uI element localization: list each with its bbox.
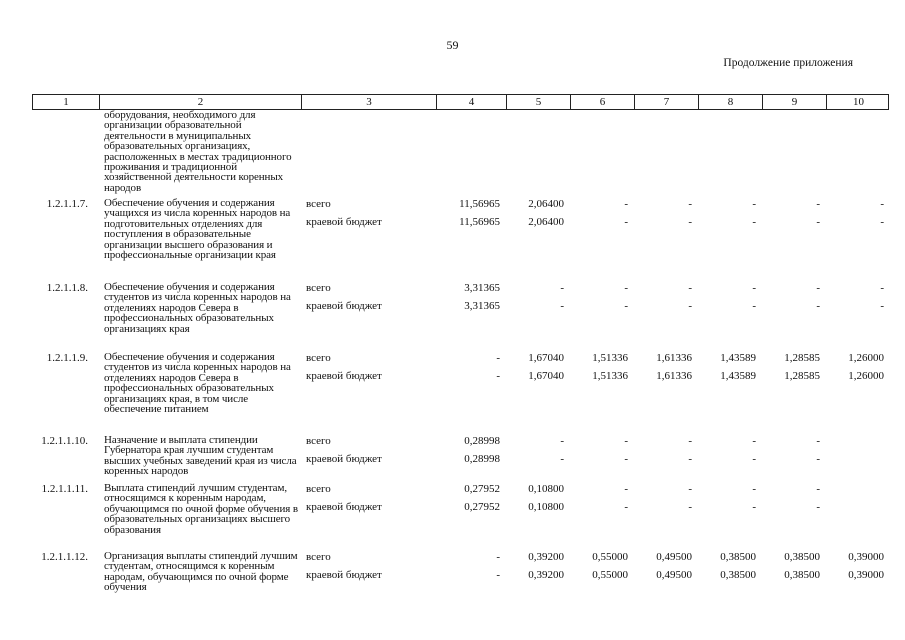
- source-total: всего: [306, 435, 331, 447]
- value-col-5: -: [560, 300, 564, 312]
- source-total: всего: [306, 352, 331, 364]
- value-col-6: 1,51336: [592, 352, 628, 364]
- value-col-7: -: [688, 501, 692, 513]
- value-col-6: 1,51336: [592, 370, 628, 382]
- value-col-7: -: [688, 453, 692, 465]
- value-col-5: 0,39200: [528, 551, 564, 563]
- table-row: [32, 551, 889, 599]
- value-col-9: -: [816, 501, 820, 513]
- value-col-5: 2,06400: [528, 216, 564, 228]
- value-col-9: 1,28585: [784, 370, 820, 382]
- row-description: Обеспечение обучения и содержания учащихся из числа коренных народов на подготовительных отделениях для поступления в образовательные организации высшего образования и профессиональные организации края: [104, 197, 291, 262]
- value-col-8: -: [752, 501, 756, 513]
- value-col-8: 1,43589: [720, 370, 756, 382]
- value-col-9: -: [816, 435, 820, 447]
- value-col-7: 0,49500: [656, 569, 692, 581]
- source-regional: краевой бюджет: [306, 370, 382, 382]
- table-row: [32, 483, 889, 551]
- value-col-9: -: [816, 453, 820, 465]
- value-col-6: -: [624, 300, 628, 312]
- value-col-10: -: [880, 198, 884, 210]
- value-col-5: 0,10800: [528, 483, 564, 495]
- value-col-4: 3,31365: [464, 282, 500, 294]
- source-total: всего: [306, 198, 331, 210]
- value-col-5: -: [560, 453, 564, 465]
- value-col-9: 0,38500: [784, 551, 820, 563]
- source-total: всего: [306, 282, 331, 294]
- value-col-4: -: [496, 352, 500, 364]
- value-col-6: -: [624, 453, 628, 465]
- value-col-6: -: [624, 282, 628, 294]
- value-col-6: -: [624, 435, 628, 447]
- value-col-4: 0,28998: [464, 453, 500, 465]
- row-code: 1.2.1.1.7.: [46, 198, 88, 210]
- value-col-6: -: [624, 198, 628, 210]
- value-col-8: -: [752, 282, 756, 294]
- row-code: 1.2.1.1.9.: [46, 352, 88, 364]
- carry-over-text: оборудования, необходимого для организации образовательной деятельности в муниципальных образовательных организациях, расположенных в местах традиционного проживания и традиционной хозяйственной деятельности коренных народов: [104, 109, 292, 194]
- value-col-5: 0,10800: [528, 501, 564, 513]
- source-regional: краевой бюджет: [306, 300, 382, 312]
- value-col-10: 0,39000: [848, 569, 884, 581]
- row-code: 1.2.1.1.10.: [41, 435, 88, 447]
- table-row: [32, 198, 889, 282]
- row-description: Организация выплаты стипендий лучшим студентам, относящимся к коренным народам, обучающимся по очной форме обучения: [104, 550, 298, 594]
- value-col-7: -: [688, 483, 692, 495]
- value-col-9: -: [816, 216, 820, 228]
- header-col-2: 2: [99, 95, 301, 109]
- row-description: Обеспечение обучения и содержания студентов из числа коренных народов на отделениях народов Севера в профессиональных образовательных организациях края: [104, 281, 291, 335]
- value-col-4: 0,28998: [464, 435, 500, 447]
- value-col-4: 11,56965: [459, 198, 500, 210]
- value-col-10: 1,26000: [848, 352, 884, 364]
- continuation-caption: Продолжение приложения: [723, 57, 853, 69]
- value-col-10: -: [880, 216, 884, 228]
- header-col-7: 7: [634, 95, 698, 109]
- value-col-8: 1,43589: [720, 352, 756, 364]
- value-col-7: 1,61336: [656, 352, 692, 364]
- source-total: всего: [306, 551, 331, 563]
- value-col-5: 2,06400: [528, 198, 564, 210]
- value-col-8: -: [752, 300, 756, 312]
- table-row: [32, 352, 889, 435]
- value-col-4: 0,27952: [464, 501, 500, 513]
- value-col-9: -: [816, 300, 820, 312]
- value-col-8: -: [752, 216, 756, 228]
- value-col-4: 3,31365: [464, 300, 500, 312]
- value-col-8: -: [752, 435, 756, 447]
- header-col-8: 8: [698, 95, 762, 109]
- value-col-5: 0,39200: [528, 569, 564, 581]
- value-col-5: 1,67040: [528, 352, 564, 364]
- header-col-5: 5: [506, 95, 570, 109]
- value-col-7: -: [688, 198, 692, 210]
- table-header-row: [32, 94, 889, 110]
- header-col-4: 4: [436, 95, 506, 109]
- row-code: 1.2.1.1.8.: [46, 282, 88, 294]
- value-col-7: -: [688, 216, 692, 228]
- source-regional: краевой бюджет: [306, 453, 382, 465]
- value-col-6: 0,55000: [592, 551, 628, 563]
- value-col-8: -: [752, 453, 756, 465]
- value-col-9: -: [816, 198, 820, 210]
- source-regional: краевой бюджет: [306, 216, 382, 228]
- row-code: 1.2.1.1.11.: [41, 483, 88, 495]
- value-col-8: 0,38500: [720, 551, 756, 563]
- header-col-6: 6: [570, 95, 634, 109]
- value-col-7: -: [688, 435, 692, 447]
- value-col-7: 1,61336: [656, 370, 692, 382]
- value-col-6: -: [624, 216, 628, 228]
- value-col-6: 0,55000: [592, 569, 628, 581]
- header-col-1: 1: [63, 96, 69, 108]
- header-col-10: 10: [826, 95, 890, 109]
- row-description: Назначение и выплата стипендии Губернатора края лучшим студентам высших учебных заведений края из числа коренных народов: [104, 434, 297, 478]
- value-col-4: 0,27952: [464, 483, 500, 495]
- page-number: 59: [446, 38, 459, 52]
- value-col-10: 0,39000: [848, 551, 884, 563]
- value-col-9: 1,28585: [784, 352, 820, 364]
- value-col-5: -: [560, 282, 564, 294]
- value-col-9: -: [816, 483, 820, 495]
- row-code: 1.2.1.1.12.: [41, 551, 88, 563]
- value-col-4: 11,56965: [459, 216, 500, 228]
- value-col-6: -: [624, 501, 628, 513]
- row-description: Выплата стипендий лучшим студентам, относящимся к коренным народам, обучающимся по очной форме обучения в образовательных организациях высшего образования: [104, 482, 298, 536]
- value-col-5: -: [560, 435, 564, 447]
- value-col-10: 1,26000: [848, 370, 884, 382]
- header-col-3: 3: [301, 95, 436, 109]
- header-col-9: 9: [762, 95, 826, 109]
- value-col-4: -: [496, 551, 500, 563]
- source-regional: краевой бюджет: [306, 569, 382, 581]
- value-col-7: 0,49500: [656, 551, 692, 563]
- value-col-8: -: [752, 198, 756, 210]
- value-col-7: -: [688, 300, 692, 312]
- value-col-7: -: [688, 282, 692, 294]
- source-regional: краевой бюджет: [306, 501, 382, 513]
- value-col-10: -: [880, 300, 884, 312]
- table-row: [32, 435, 889, 483]
- value-col-9: -: [816, 282, 820, 294]
- table-row: [32, 282, 889, 352]
- value-col-9: 0,38500: [784, 569, 820, 581]
- value-col-6: -: [624, 483, 628, 495]
- value-col-8: -: [752, 483, 756, 495]
- row-description: Обеспечение обучения и содержания студентов из числа коренных народов на отделениях народов Севера в профессиональных образовательных организациях края, в том числе обеспечение питанием: [104, 351, 291, 416]
- value-col-10: -: [880, 282, 884, 294]
- value-col-4: -: [496, 370, 500, 382]
- value-col-8: 0,38500: [720, 569, 756, 581]
- carry-over-row: [32, 110, 889, 198]
- source-total: всего: [306, 483, 331, 495]
- value-col-5: 1,67040: [528, 370, 564, 382]
- budget-table: [32, 94, 889, 599]
- value-col-4: -: [496, 569, 500, 581]
